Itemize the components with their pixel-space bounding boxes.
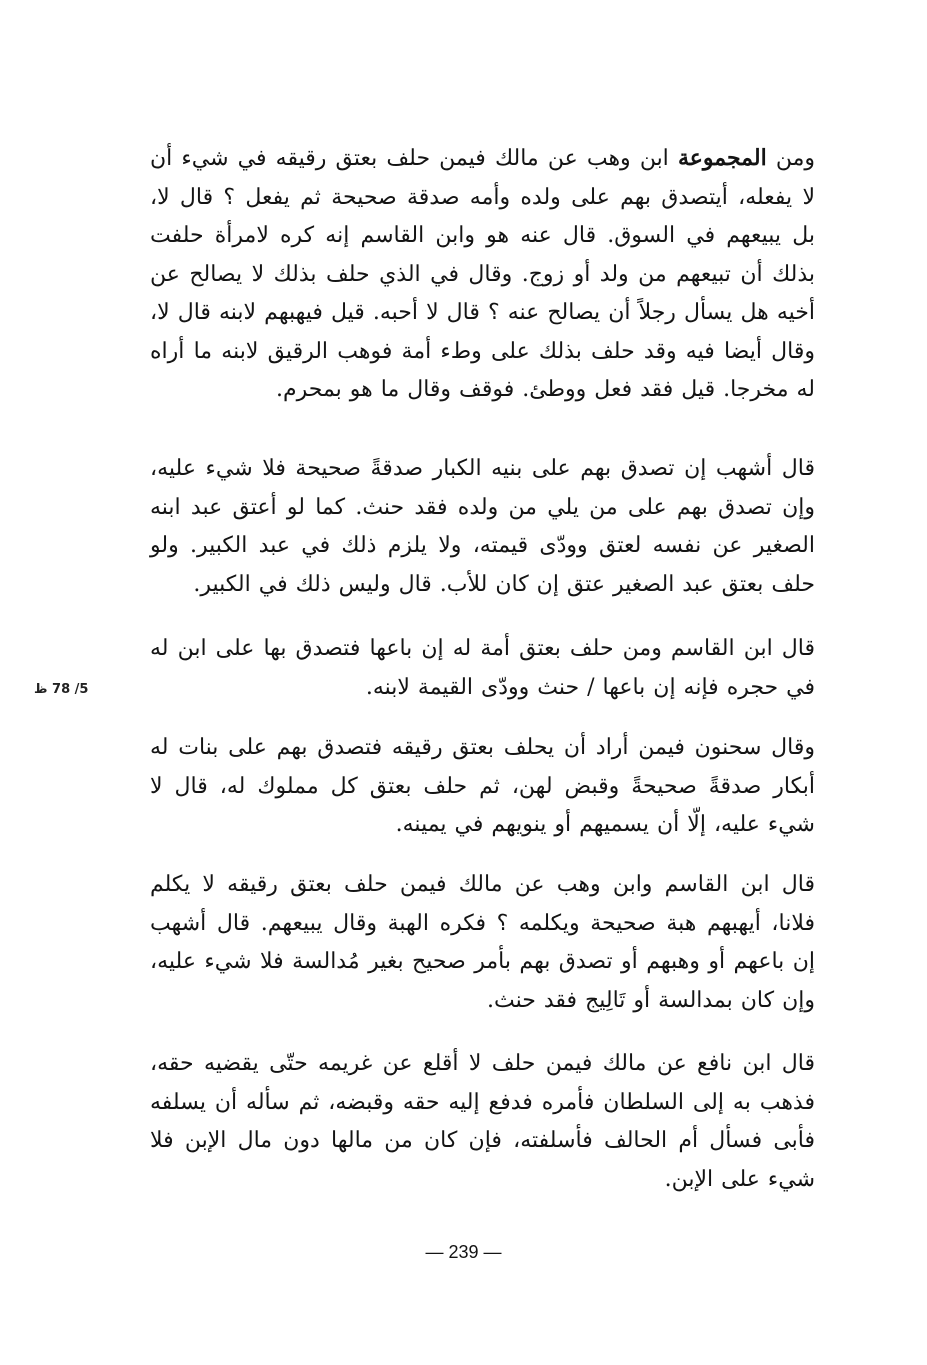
paragraph-4: وقال سحنون فيمن أراد أن يحلف بعتق رقيقه فتصدق بهم على بنات له أبكار صدقةً صحيحةً وقبض لهن، ثم حلف بعتق كل مملوك له، قال لا شيء عليه، إلّا أن يسميهم أو ينويهم في يمينه.: [150, 735, 815, 837]
paragraph-1-lead: ومن: [766, 146, 816, 171]
page-number: — 239 —: [425, 1242, 502, 1262]
paragraph-5: قال ابن القاسم وابن وهب عن مالك فيمن حلف بعتق رقيقه لا يكلم فلانا، أيهبهم هبة صحيحة ويكلمه ؟ فكره الهبة وقال يبيعهم. قال أشهب إن باعهم أو وهبهم أو تصدق بهم بأمر صحيح بغير مُدالسة فلا شيء عليه، وإن كان بمدالسة أو تَالِيج فقد حنث.: [150, 872, 815, 1013]
paragraph-1-bold-term: المجموعة: [677, 145, 767, 171]
paragraph-2: قال أشهب إن تصدق بهم على بنيه الكبار صدقةً صحيحة فلا شيء عليه، وإن تصدق بهم على من يلي من ولده فقد حنث. كما لو أعتق عبد ابنه الصغير عن نفسه لعتق وودّى قيمته، ولا يلزم ذلك في عبد الكبير. ولو حلف بعتق عبد الصغير عتق إن كان للأب. قال وليس ذلك في الكبير.: [150, 456, 815, 597]
paragraph-1: [150, 139, 815, 410]
manuscript-folio-note: 5/ 78 ظ: [34, 682, 89, 697]
paragraph-1-rest: ابن وهب عن مالك فيمن حلف بعتق رقيقه في شيء أن لا يفعله، أيتصدق بهم على ولده وأمه صدقة صحيحة ثم يفعل ؟ قال لا، بل يبيعهم في السوق. قال عنه هو وابن القاسم إنه كره لامرأة حلفت بذلك أن تبيعهم من ولد أو زوج. وقال في الذي حلف بذلك لا يصالح عن أخيه هل يسأل رجلاً أن يصالح عنه ؟ قال لا أحبه. قيل فيهبهم لابنه قال لا، وقال أيضا فيه وقد حلف بذلك على وطء أمة فوهب الرقيق لابنه ما أراه له مخرجا. قيل فقد فعل ووطئ. فوقف وقال ما هو بمحرم.: [150, 146, 815, 402]
paragraph-3: قال ابن القاسم ومن حلف بعتق أمة له إن باعها فتصدق بها على ابن له في حجره فإنه إن باعها / حنث وودّى القيمة لابنه.: [150, 636, 815, 700]
paragraph-6: قال ابن نافع عن مالك فيمن حلف لا أقلع عن غريمه حتّى يقضيه حقه، فذهب به إلى السلطان فأمره فدفع إليه حقه وقبضه، ثم سأله أن يسلفه فأبى فسأل أم الحالف فأسلفته، فإن كان من مالها دون مال الإبن فلا شيء على الإبن.: [150, 1051, 815, 1192]
